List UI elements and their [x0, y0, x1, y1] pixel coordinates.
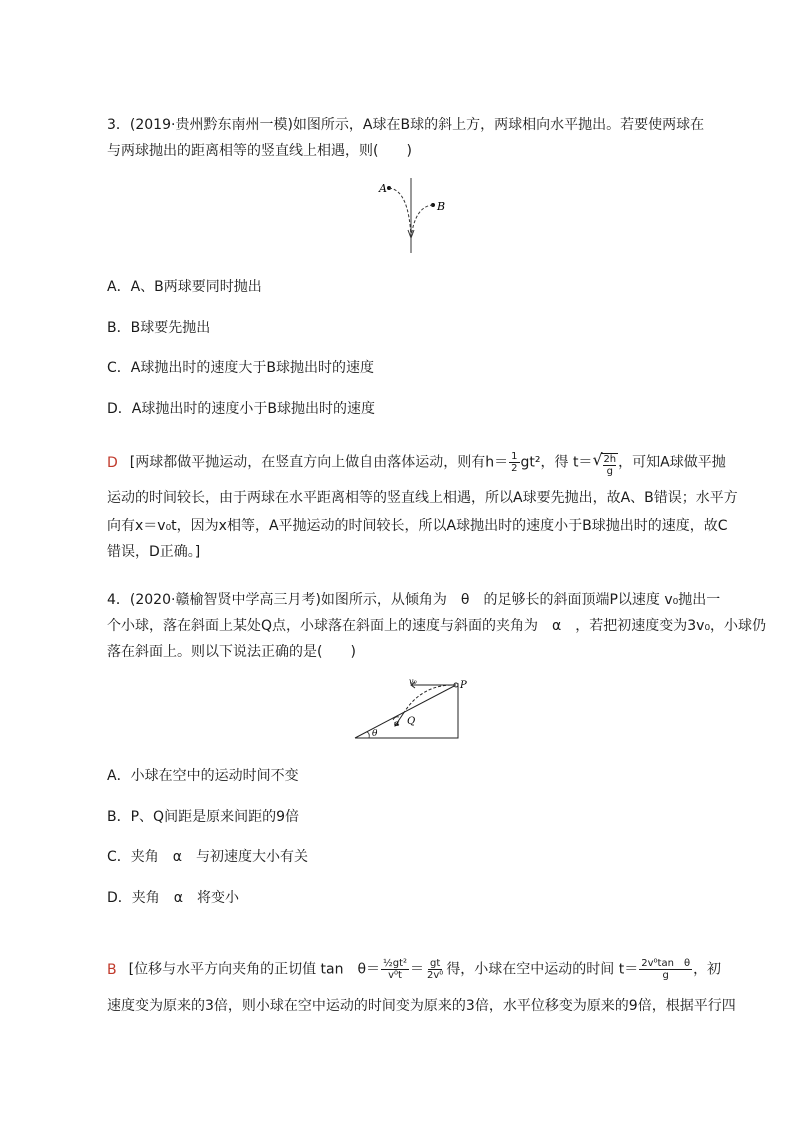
- q4-option-b: B．P、Q间距是原来间距的9倍: [107, 809, 299, 825]
- q3-option-d: D．A球抛出时的速度小于B球抛出时的速度: [107, 401, 375, 417]
- q4-label-v0: v₀: [409, 677, 417, 686]
- q4-fraction-2: $\frac{gt}{\text{2v⁰}}$: [427, 958, 444, 981]
- q4-stem-line2: 个小球，落在斜面上某处Q点，小球落在斜面上的速度与斜面的夹角为 α ，若把初速度变为3v₀，小球仍: [107, 618, 767, 634]
- q3-option-c: C．A球抛出时的速度大于B球抛出时的速度: [107, 360, 374, 376]
- q3-label-b: B: [437, 200, 446, 213]
- q4-solution-line1: B [位移与水平方向夹角的正切值 tan θ＝ $\frac{\text{½gt²}}{\text{v⁰t}}$ ＝ $\frac{gt}{\text{2v⁰}}$ 得，小球在空中运动的时间 t＝ $\frac{\text{2v⁰tan θ}}{g}$ ，初: [107, 958, 722, 981]
- q3-fraction-half: $\frac{1}{2}$: [511, 451, 518, 474]
- q3-answer: D: [107, 454, 118, 471]
- q4-fraction-3: $\frac{\text{2v⁰tan θ}}{g}$: [641, 958, 691, 981]
- q3-option-b: B．B球要先抛出: [107, 320, 211, 336]
- q4-answer: B: [107, 961, 117, 978]
- q3-label-a: A: [379, 182, 387, 195]
- q4-option-c: C．夹角 α 与初速度大小有关: [107, 849, 309, 865]
- q4-solution-line2: 速度变为原来的3倍，则小球在空中运动的时间变为原来的3倍，水平位移变为原来的9倍，根据平行四: [107, 998, 736, 1014]
- q3-solution-line1: D [两球都做平抛运动，在竖直方向上做自由落体运动，则有h＝ $\frac{1}{2}$ gt²，得 t＝ √ $\frac{2h}{g}$ ，可知A球做平抛: [107, 450, 726, 477]
- q4-stem-line1: 4．(2020·赣榆智贤中学高三月考)如图所示，从倾角为 θ 的足够长的斜面顶端P以速度 v₀抛出一: [107, 592, 721, 608]
- q3-sqrt-2h-over-g: √ $\frac{2h}{g}$: [592, 450, 617, 477]
- q4-option-a: A．小球在空中的运动时间不变: [107, 768, 299, 784]
- q4-label-alpha: α: [394, 719, 400, 728]
- q3-solution-line3: 向有x＝v₀t，因为x相等，A平抛运动的时间较长，所以A球抛出时的速度小于B球抛出时的速度，故C: [107, 518, 728, 534]
- q4-option-d: D．夹角 α 将变小: [107, 890, 240, 906]
- q3-figure: [375, 178, 465, 253]
- q4-figure: [355, 678, 465, 740]
- q4-label-theta: θ: [372, 729, 378, 739]
- q4-label-q: Q: [407, 716, 416, 727]
- q3-solution-line4: 错误，D正确。]: [107, 544, 201, 560]
- q4-label-p: P: [460, 680, 467, 691]
- q4-fraction-1: $\frac{\text{½gt²}}{\text{v⁰t}}$: [383, 958, 408, 981]
- q3-option-a: A．A、B两球要同时抛出: [107, 279, 262, 295]
- q3-stem-line1: 3．(2019·贵州黔东南州一模)如图所示，A球在B球的斜上方，两球相向水平抛出。若要使两球在: [107, 117, 705, 133]
- q3-solution-line2: 运动的时间较长，由于两球在水平距离相等的竖直线上相遇，所以A球要先抛出，故A、B错误；水平方: [107, 490, 738, 506]
- q4-stem-line3: 落在斜面上。则以下说法正确的是( ): [107, 644, 356, 660]
- q3-stem-line2: 与两球抛出的距离相等的竖直线上相遇，则( ): [107, 143, 412, 159]
